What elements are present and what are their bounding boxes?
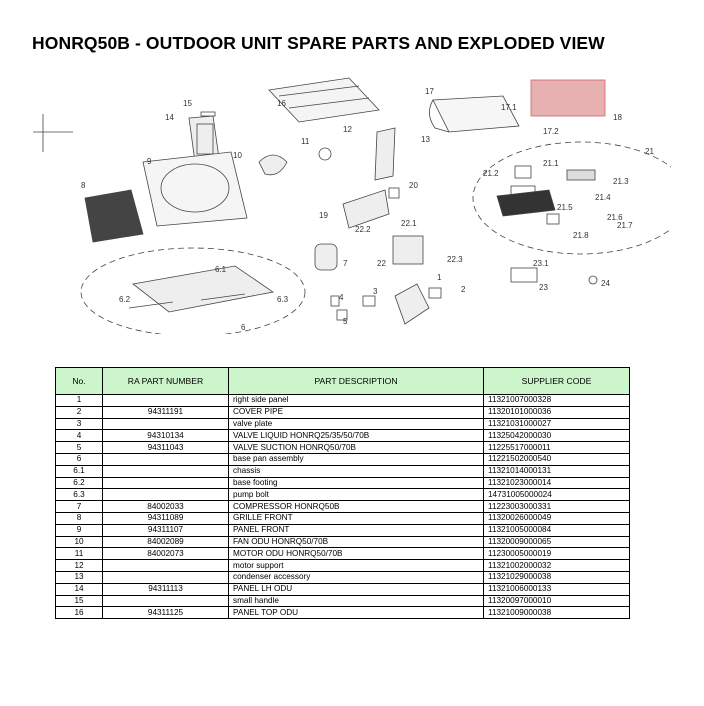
cell-ra-part-number [103,453,229,465]
cell-ra-part-number: 94311191 [103,406,229,418]
cell-part-description: VALVE SUCTION HONRQ50/70B [229,442,484,454]
callout-label: 21 [645,147,654,156]
cell-part-description: FAN ODU HONRQ50/70B [229,536,484,548]
table-row [56,536,630,548]
table-row [56,453,630,465]
table-row [56,512,630,524]
cell-no: 6 [56,453,103,465]
table-row [56,489,630,501]
cell-supplier-code: 11321005000084 [484,524,630,536]
cell-no: 4 [56,430,103,442]
table-row [56,406,630,418]
cell-no: 1 [56,395,103,407]
cell-supplier-code: 11230005000019 [484,548,630,560]
table-row [56,560,630,572]
callout-label: 21.8 [573,231,589,240]
cell-supplier-code: 11321031000027 [484,418,630,430]
callout-label: 6 [241,323,246,332]
table-row [56,571,630,583]
callout-label: 15 [183,99,192,108]
cell-no: 9 [56,524,103,536]
cell-part-description: COVER PIPE [229,406,484,418]
cell-supplier-code: 11320009000065 [484,536,630,548]
table-row [56,607,630,619]
cell-ra-part-number: 94310134 [103,430,229,442]
cell-part-description: motor support [229,560,484,572]
callout-label: 14 [165,113,174,122]
cell-part-description: COMPRESSOR HONRQ50B [229,501,484,513]
callout-label: 21.5 [557,203,573,212]
cell-supplier-code: 11320101000036 [484,406,630,418]
table-row [56,595,630,607]
cell-no: 14 [56,583,103,595]
callout-label: 2 [461,285,466,294]
cell-no: 13 [56,571,103,583]
table-row [56,477,630,489]
callout-label: 17.1 [501,103,517,112]
cell-part-description: PANEL LH ODU [229,583,484,595]
callout-label: 21.6 [607,213,623,222]
cell-ra-part-number [103,595,229,607]
header-no: No. [56,368,103,395]
cell-supplier-code: 14731005000024 [484,489,630,501]
callout-label: 7 [343,259,348,268]
header-ra-part-number: RA PART NUMBER [103,368,229,395]
exploded-view-diagram [33,70,671,334]
callout-label: 6.2 [119,295,131,304]
callout-label: 11 [301,137,310,146]
callout-label: 23 [539,283,548,292]
callout-label: 18 [613,113,622,122]
table-row [56,418,630,430]
callout-label: 21.4 [595,193,611,202]
callout-label: 17.2 [543,127,559,136]
cell-supplier-code: 11320026000049 [484,512,630,524]
table-row [56,430,630,442]
cell-no: 7 [56,501,103,513]
callout-label: 1 [437,273,442,282]
callout-label: 17 [425,87,434,96]
cell-no: 12 [56,560,103,572]
cell-part-description: base footing [229,477,484,489]
callout-label: 4 [339,293,344,302]
callout-label: 21.2 [483,169,499,178]
table-row [56,524,630,536]
callout-label: 22.1 [401,219,417,228]
cell-no: 3 [56,418,103,430]
callout-label: 23.1 [533,259,549,268]
page-title: HONRQ50B - OUTDOOR UNIT SPARE PARTS AND EXPLODED VIEW [32,33,605,53]
cell-supplier-code: 11321009000038 [484,607,630,619]
callout-label: 22.3 [447,255,463,264]
cell-ra-part-number: 94311113 [103,583,229,595]
cell-ra-part-number [103,395,229,407]
cell-supplier-code: 11321014000131 [484,465,630,477]
table-row [56,548,630,560]
cell-ra-part-number: 84002033 [103,501,229,513]
cell-part-description: right side panel [229,395,484,407]
table-header-row [56,368,630,395]
cell-part-description: condenser accessory [229,571,484,583]
cell-part-description: PANEL FRONT [229,524,484,536]
callout-label: 6.1 [215,265,227,274]
cell-supplier-code: 11223003000331 [484,501,630,513]
cell-part-description: PANEL TOP ODU [229,607,484,619]
callout-label: 16 [277,99,286,108]
spare-parts-table [55,367,630,619]
table-row [56,442,630,454]
callout-label: 20 [409,181,418,190]
table-row [56,501,630,513]
cell-no: 8 [56,512,103,524]
cell-part-description: MOTOR ODU HONRQ50/70B [229,548,484,560]
cell-supplier-code: 11321029000038 [484,571,630,583]
callout-label: 19 [319,211,328,220]
callout-label: 12 [343,125,352,134]
callout-label: 5 [343,317,348,326]
cell-ra-part-number [103,560,229,572]
callout-label: 21.1 [543,159,559,168]
table-row [56,583,630,595]
cell-no: 5 [56,442,103,454]
cell-part-description: GRILLE FRONT [229,512,484,524]
cell-no: 16 [56,607,103,619]
cell-no: 2 [56,406,103,418]
callout-label: 10 [233,151,242,160]
cell-supplier-code: 11321006000133 [484,583,630,595]
cell-no: 10 [56,536,103,548]
cell-part-description: chassis [229,465,484,477]
callout-label: 13 [421,135,430,144]
cell-supplier-code: 11325042000030 [484,430,630,442]
cell-ra-part-number [103,465,229,477]
table-row [56,465,630,477]
callout-label: 24 [601,279,610,288]
cell-part-description: pump bolt [229,489,484,501]
callout-label: 21.7 [617,221,633,230]
cell-no: 11 [56,548,103,560]
cell-supplier-code: 11225517000011 [484,442,630,454]
cell-part-description: VALVE LIQUID HONRQ25/35/50/70B [229,430,484,442]
cell-ra-part-number: 94311089 [103,512,229,524]
cell-supplier-code: 11321023000014 [484,477,630,489]
cell-no: 6.1 [56,465,103,477]
cell-no: 15 [56,595,103,607]
cell-ra-part-number: 94311125 [103,607,229,619]
exploded-view-drawing [33,70,671,334]
cell-ra-part-number: 94311107 [103,524,229,536]
table-row [56,395,630,407]
header-supplier-code: SUPPLIER CODE [484,368,630,395]
cell-ra-part-number: 94311043 [103,442,229,454]
callout-label: 8 [81,181,86,190]
cell-supplier-code: 11320097000010 [484,595,630,607]
cell-no: 6.3 [56,489,103,501]
cell-ra-part-number [103,477,229,489]
cell-ra-part-number [103,489,229,501]
callout-label: 21.3 [613,177,629,186]
callout-label: 22.2 [355,225,371,234]
cell-part-description: small handle [229,595,484,607]
cell-supplier-code: 11221502000540 [484,453,630,465]
header-part-description: PART DESCRIPTION [229,368,484,395]
callout-label: 22 [377,259,386,268]
cell-ra-part-number: 84002073 [103,548,229,560]
cell-ra-part-number [103,418,229,430]
cell-ra-part-number: 84002089 [103,536,229,548]
cell-part-description: base pan assembly [229,453,484,465]
callout-label: 3 [373,287,378,296]
cell-supplier-code: 11321002000032 [484,560,630,572]
cell-supplier-code: 11321007000328 [484,395,630,407]
callout-label: 9 [147,157,152,166]
callout-label: 6.3 [277,295,289,304]
cell-no: 6.2 [56,477,103,489]
cell-ra-part-number [103,571,229,583]
cell-part-description: valve plate [229,418,484,430]
